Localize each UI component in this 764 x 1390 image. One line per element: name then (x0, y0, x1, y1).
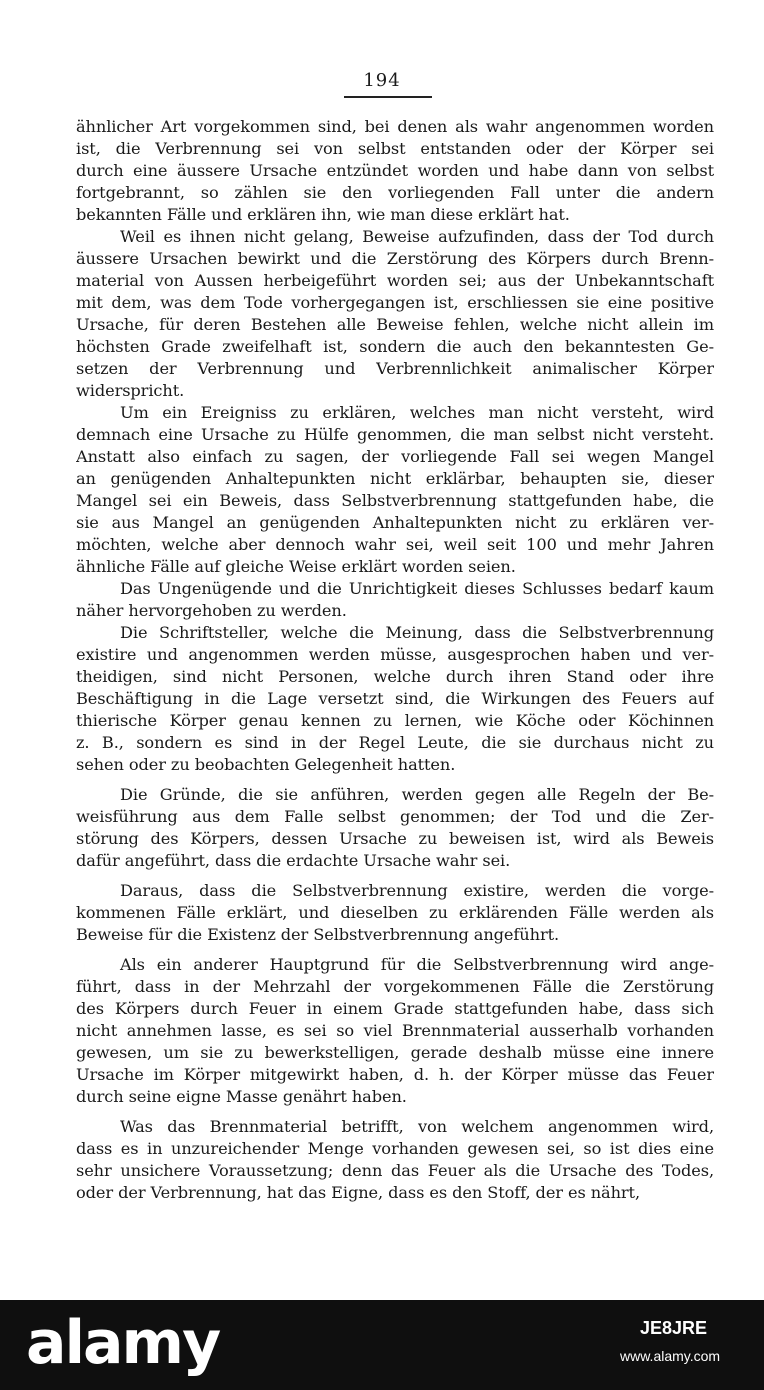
paragraph-gap (76, 1108, 714, 1116)
text-line: Ursache im Körper mitgewirkt haben, d. h. der Körper müsse das Feuer (76, 1065, 714, 1084)
text-line: an genügenden Anhaltepunkten nicht erklärbar, behaupten sie, dieser (76, 469, 714, 488)
text-line: kommenen Fälle erklärt, und dieselben zu erklärenden Fälle werden als (76, 903, 714, 922)
text-line: Weil es ihnen nicht gelang, Beweise aufzufinden, dass der Tod durch (120, 227, 714, 246)
text-line: dass es in unzureichender Menge vorhanden gewesen sei, so ist dies eine (76, 1139, 714, 1158)
text-line: näher hervorgehoben zu werden. (76, 601, 347, 620)
text-line: durch seine eigne Masse genährt haben. (76, 1087, 407, 1106)
text-line: Daraus, dass die Selbstverbrennung existire, werden die vorge- (120, 881, 714, 900)
paragraph-gap (76, 946, 714, 954)
text-line: durch eine äussere Ursache entzündet worden und habe dann von selbst (76, 161, 714, 180)
text-line: Beschäftigung in die Lage versetzt sind, die Wirkungen des Feuers auf (76, 689, 714, 708)
text-line: gewesen, um sie zu bewerkstelligen, gerade deshalb müsse eine innere (76, 1043, 714, 1062)
paragraph-gap (76, 872, 714, 880)
text-line: ist, die Verbrennung sei von selbst entstanden oder der Körper sei (76, 139, 714, 158)
text-line: sie aus Mangel an genügenden Anhaltepunkten nicht zu erklären ver- (76, 513, 714, 532)
text-line: ähnliche Fälle auf gleiche Weise erklärt worden seien. (76, 557, 516, 576)
paragraph (76, 954, 714, 1108)
text-line: Mangel sei ein Beweis, dass Selbstverbrennung stattgefunden habe, die (76, 491, 714, 510)
paragraph (76, 226, 714, 402)
text-line: Anstatt also einfach zu sagen, der vorliegende Fall sei wegen Mangel (76, 447, 714, 466)
paragraph (76, 784, 714, 872)
text-line: Beweise für die Existenz der Selbstverbrennung angeführt. (76, 925, 560, 944)
text-line: setzen der Verbrennung und Verbrennlichkeit animalischer Körper (76, 359, 714, 378)
text-line: dafür angeführt, dass die erdachte Ursache wahr sei. (76, 851, 511, 870)
text-line: sehr unsichere Voraussetzung; denn das Feuer als die Ursache des Todes, (76, 1161, 714, 1180)
paragraph (76, 1116, 714, 1204)
text-line: Ursache, für deren Bestehen alle Beweise fehlen, welche nicht allein im (76, 315, 714, 334)
text-line: möchten, welche aber dennoch wahr sei, weil seit 100 und mehr Jahren (76, 535, 714, 554)
text-line: fortgebrannt, so zählen sie den vorliegenden Fall unter die andern (76, 183, 714, 202)
watermark-banner (0, 1300, 764, 1390)
text-line: Was das Brennmaterial betrifft, von welchem angenommen wird, (120, 1117, 714, 1136)
text-line: des Körpers durch Feuer in einem Grade stattgefunden habe, dass sich (76, 999, 714, 1018)
text-line: material von Aussen herbeigeführt worden sei; aus der Unbekanntschaft (76, 271, 714, 290)
text-line: ähnlicher Art vorgekommen sind, bei denen als wahr angenommen worden (76, 117, 714, 136)
text-line: nicht annehmen lasse, es sei so viel Brennmaterial ausserhalb vorhanden (76, 1021, 714, 1040)
page-number: 194 (363, 70, 401, 91)
text-line: theidigen, sind nicht Personen, welche durch ihren Stand oder ihre (76, 667, 714, 686)
text-line: führt, dass in der Mehrzahl der vorgekommenen Fälle die Zerstörung (76, 977, 714, 996)
text-line: Um ein Ereigniss zu erklären, welches man nicht versteht, wird (120, 403, 714, 422)
text-line: störung des Körpers, dessen Ursache zu beweisen ist, wird als Beweis (76, 829, 714, 848)
body-text (76, 116, 714, 1204)
alamy-logo: alamy (26, 1308, 220, 1378)
text-line: äussere Ursachen bewirkt und die Zerstörung des Körpers durch Brenn- (76, 249, 714, 268)
text-line: höchsten Grade zweifelhaft ist, sondern die auch den bekanntesten Ge- (76, 337, 714, 356)
text-line: existire und angenommen werden müsse, ausgesprochen haben und ver- (76, 645, 714, 664)
text-line: Die Gründe, die sie anführen, werden gegen alle Regeln der Be- (120, 785, 714, 804)
paragraph (76, 116, 714, 226)
paragraph (76, 578, 714, 622)
text-line: Als ein anderer Hauptgrund für die Selbstverbrennung wird ange- (120, 955, 714, 974)
image-code: JE8JRE (640, 1318, 708, 1338)
text-line: sehen oder zu beobachten Gelegenheit hatten. (76, 755, 456, 774)
text-line: widerspricht. (76, 381, 185, 400)
paragraph (76, 402, 714, 578)
text-line: weisführung aus dem Falle selbst genommen; der Tod und die Zer- (76, 807, 714, 826)
text-line: thierische Körper genau kennen zu lernen, wie Köche oder Köchinnen (76, 711, 714, 730)
text-line: Die Schriftsteller, welche die Meinung, dass die Selbstverbrennung (120, 623, 714, 642)
paragraph (76, 880, 714, 946)
text-line: z. B., sondern es sind in der Regel Leute, die sie durchaus nicht zu (76, 733, 714, 752)
text-line: mit dem, was dem Tode vorhergegangen ist, erschliessen sie eine positive (76, 293, 714, 312)
text-line: Das Ungenügende und die Unrichtigkeit dieses Schlusses bedarf kaum (120, 579, 714, 598)
paragraph (76, 622, 714, 776)
text-line: bekannten Fälle und erklären ihn, wie man diese erklärt hat. (76, 205, 570, 224)
paragraph-gap (76, 776, 714, 784)
watermark-url: www.alamy.com (620, 1348, 721, 1364)
text-line: oder der Verbrennung, hat das Eigne, dass es den Stoff, der es nährt, (76, 1183, 641, 1202)
page-number-rule (344, 96, 432, 98)
text-line: demnach eine Ursache zu Hülfe genommen, die man selbst nicht versteht. (76, 425, 714, 444)
